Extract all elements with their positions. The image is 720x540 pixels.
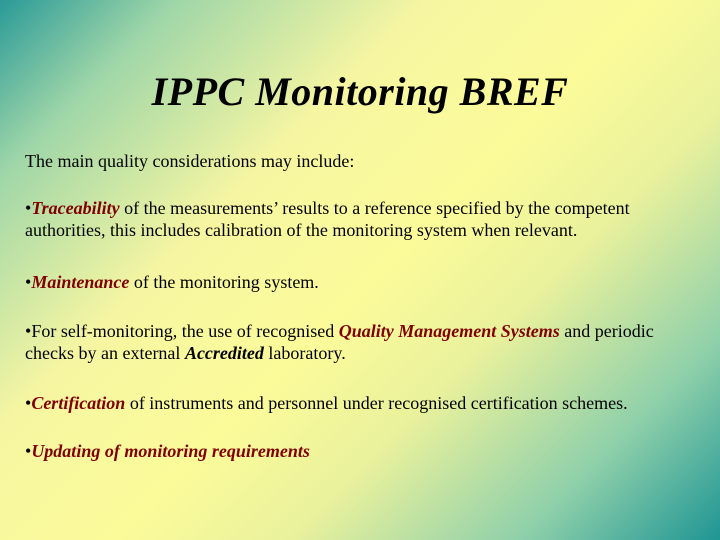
bullet-certification	[25, 392, 705, 414]
bullet-text: For self-monitoring, the use of recognised	[31, 321, 339, 341]
bullet-text: of instruments and personnel under recognised certification schemes.	[125, 393, 628, 413]
slide-title: IPPC Monitoring BREF	[151, 69, 569, 114]
bullet-term: Maintenance	[31, 272, 130, 292]
bullet-marker: •	[25, 441, 32, 461]
bullet-marker: •	[25, 198, 32, 218]
bullet-term: Certification	[31, 393, 126, 413]
bullet-text: laboratory.	[263, 343, 346, 363]
intro-text: The main quality considerations may include:	[25, 151, 355, 171]
bullet-marker: •	[25, 272, 32, 292]
bullet-text: of the monitoring system.	[129, 272, 319, 292]
bullet-marker: •	[25, 321, 32, 341]
bullet-text: and periodic checks by an external	[25, 321, 654, 363]
bullet-term: Traceability	[31, 198, 120, 218]
bullet-term: Updating of monitoring requirements	[31, 441, 310, 461]
bullet-term: Quality Management Systems	[338, 321, 560, 341]
bullet-text: of the measurements’ results to a reference specified by the competent authorities, this includes calibration of the monitoring system when relevant.	[25, 198, 630, 240]
bullet-marker: •	[25, 393, 32, 413]
bullet-updating	[25, 440, 705, 462]
bullet-self-monitoring	[25, 320, 705, 364]
bullet-traceability	[25, 197, 705, 241]
bullet-term: Accredited	[184, 343, 264, 363]
bullet-maintenance	[25, 271, 705, 293]
